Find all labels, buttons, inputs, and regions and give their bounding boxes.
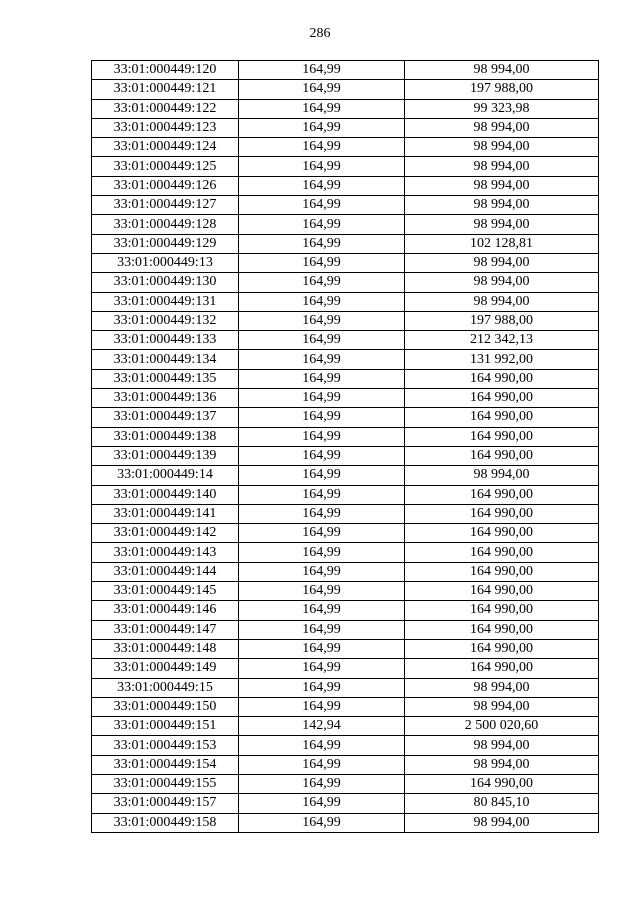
value-cell: 98 994,00 [405,253,599,272]
area-cell: 164,99 [239,601,405,620]
value-cell: 164 990,00 [405,504,599,523]
area-cell: 164,99 [239,273,405,292]
cadastral-number-cell: 33:01:000449:126 [92,176,239,195]
cadastral-number-cell: 33:01:000449:141 [92,504,239,523]
table-row [92,234,599,253]
table-row [92,331,599,350]
area-cell: 164,99 [239,697,405,716]
cadastral-number-cell: 33:01:000449:130 [92,273,239,292]
area-cell: 142,94 [239,717,405,736]
table-row [92,543,599,562]
cadastral-number-cell: 33:01:000449:135 [92,369,239,388]
area-cell: 164,99 [239,620,405,639]
cadastral-number-cell: 33:01:000449:158 [92,813,239,832]
table-row [92,736,599,755]
area-cell: 164,99 [239,755,405,774]
area-cell: 164,99 [239,331,405,350]
table-row [92,408,599,427]
value-cell: 98 994,00 [405,138,599,157]
cadastral-number-cell: 33:01:000449:153 [92,736,239,755]
cadastral-number-cell: 33:01:000449:146 [92,601,239,620]
cadastral-number-cell: 33:01:000449:132 [92,311,239,330]
cadastral-number-cell: 33:01:000449:151 [92,717,239,736]
value-cell: 164 990,00 [405,601,599,620]
value-cell: 98 994,00 [405,813,599,832]
area-cell: 164,99 [239,736,405,755]
cadastral-number-cell: 33:01:000449:123 [92,118,239,137]
cadastral-number-cell: 33:01:000449:149 [92,659,239,678]
cadastral-number-cell: 33:01:000449:155 [92,774,239,793]
cadastral-number-cell: 33:01:000449:14 [92,466,239,485]
cadastral-number-cell: 33:01:000449:131 [92,292,239,311]
cadastral-number-cell: 33:01:000449:125 [92,157,239,176]
table-row [92,196,599,215]
area-cell: 164,99 [239,118,405,137]
area-cell: 164,99 [239,562,405,581]
value-cell: 164 990,00 [405,369,599,388]
value-cell: 98 994,00 [405,196,599,215]
table-row [92,446,599,465]
area-cell: 164,99 [239,794,405,813]
cadastral-number-cell: 33:01:000449:128 [92,215,239,234]
cadastral-number-cell: 33:01:000449:142 [92,524,239,543]
area-cell: 164,99 [239,80,405,99]
area-cell: 164,99 [239,543,405,562]
cadastral-number-cell: 33:01:000449:133 [92,331,239,350]
cadastral-table-container [91,60,599,833]
area-cell: 164,99 [239,176,405,195]
value-cell: 98 994,00 [405,118,599,137]
cadastral-number-cell: 33:01:000449:15 [92,678,239,697]
table-row [92,774,599,793]
table-row [92,562,599,581]
value-cell: 98 994,00 [405,697,599,716]
value-cell: 98 994,00 [405,215,599,234]
area-cell: 164,99 [239,524,405,543]
value-cell: 98 994,00 [405,755,599,774]
table-row [92,292,599,311]
cadastral-number-cell: 33:01:000449:139 [92,446,239,465]
table-row [92,678,599,697]
value-cell: 164 990,00 [405,562,599,581]
cadastral-number-cell: 33:01:000449:127 [92,196,239,215]
table-row [92,659,599,678]
value-cell: 98 994,00 [405,678,599,697]
area-cell: 164,99 [239,253,405,272]
area-cell: 164,99 [239,196,405,215]
area-cell: 164,99 [239,311,405,330]
table-row [92,813,599,832]
area-cell: 164,99 [239,659,405,678]
cadastral-table [91,60,599,833]
cadastral-number-cell: 33:01:000449:140 [92,485,239,504]
cadastral-number-cell: 33:01:000449:136 [92,389,239,408]
value-cell: 164 990,00 [405,659,599,678]
table-row [92,253,599,272]
area-cell: 164,99 [239,774,405,793]
table-row [92,504,599,523]
table-row [92,639,599,658]
cadastral-number-cell: 33:01:000449:121 [92,80,239,99]
table-row [92,466,599,485]
value-cell: 98 994,00 [405,176,599,195]
cadastral-number-cell: 33:01:000449:143 [92,543,239,562]
page-number: 286 [309,26,331,41]
table-row [92,80,599,99]
area-cell: 164,99 [239,350,405,369]
area-cell: 164,99 [239,215,405,234]
cadastral-number-cell: 33:01:000449:150 [92,697,239,716]
area-cell: 164,99 [239,427,405,446]
table-row [92,99,599,118]
cadastral-number-cell: 33:01:000449:134 [92,350,239,369]
value-cell: 164 990,00 [405,389,599,408]
value-cell: 164 990,00 [405,524,599,543]
value-cell: 2 500 020,60 [405,717,599,736]
value-cell: 98 994,00 [405,292,599,311]
area-cell: 164,99 [239,292,405,311]
value-cell: 164 990,00 [405,408,599,427]
table-row [92,524,599,543]
area-cell: 164,99 [239,138,405,157]
cadastral-number-cell: 33:01:000449:138 [92,427,239,446]
area-cell: 164,99 [239,639,405,658]
value-cell: 212 342,13 [405,331,599,350]
value-cell: 98 994,00 [405,273,599,292]
cadastral-number-cell: 33:01:000449:122 [92,99,239,118]
cadastral-number-cell: 33:01:000449:124 [92,138,239,157]
area-cell: 164,99 [239,408,405,427]
value-cell: 80 845,10 [405,794,599,813]
value-cell: 197 988,00 [405,311,599,330]
table-row [92,311,599,330]
table-row [92,350,599,369]
cadastral-number-cell: 33:01:000449:137 [92,408,239,427]
table-row [92,717,599,736]
table-row [92,369,599,388]
cadastral-number-cell: 33:01:000449:120 [92,61,239,80]
area-cell: 164,99 [239,369,405,388]
area-cell: 164,99 [239,389,405,408]
table-row [92,176,599,195]
value-cell: 98 994,00 [405,466,599,485]
table-row [92,755,599,774]
cadastral-number-cell: 33:01:000449:129 [92,234,239,253]
value-cell: 99 323,98 [405,99,599,118]
table-row [92,215,599,234]
value-cell: 131 992,00 [405,350,599,369]
value-cell: 164 990,00 [405,774,599,793]
table-row [92,485,599,504]
table-row [92,601,599,620]
table-row [92,389,599,408]
table-row [92,157,599,176]
table-body [92,61,599,833]
cadastral-number-cell: 33:01:000449:145 [92,582,239,601]
area-cell: 164,99 [239,99,405,118]
value-cell: 164 990,00 [405,446,599,465]
table-row [92,273,599,292]
table-row [92,582,599,601]
cadastral-number-cell: 33:01:000449:157 [92,794,239,813]
cadastral-number-cell: 33:01:000449:148 [92,639,239,658]
area-cell: 164,99 [239,582,405,601]
value-cell: 102 128,81 [405,234,599,253]
value-cell: 98 994,00 [405,736,599,755]
cadastral-number-cell: 33:01:000449:147 [92,620,239,639]
value-cell: 164 990,00 [405,543,599,562]
area-cell: 164,99 [239,485,405,504]
value-cell: 98 994,00 [405,157,599,176]
table-row [92,61,599,80]
table-row [92,138,599,157]
area-cell: 164,99 [239,234,405,253]
table-row [92,794,599,813]
cadastral-number-cell: 33:01:000449:154 [92,755,239,774]
table-row [92,118,599,137]
area-cell: 164,99 [239,466,405,485]
cadastral-number-cell: 33:01:000449:144 [92,562,239,581]
table-row [92,620,599,639]
area-cell: 164,99 [239,504,405,523]
value-cell: 197 988,00 [405,80,599,99]
value-cell: 164 990,00 [405,582,599,601]
area-cell: 164,99 [239,446,405,465]
cadastral-number-cell: 33:01:000449:13 [92,253,239,272]
area-cell: 164,99 [239,61,405,80]
area-cell: 164,99 [239,678,405,697]
value-cell: 164 990,00 [405,427,599,446]
table-row [92,427,599,446]
area-cell: 164,99 [239,157,405,176]
table-row [92,697,599,716]
value-cell: 98 994,00 [405,61,599,80]
value-cell: 164 990,00 [405,620,599,639]
value-cell: 164 990,00 [405,485,599,504]
value-cell: 164 990,00 [405,639,599,658]
area-cell: 164,99 [239,813,405,832]
